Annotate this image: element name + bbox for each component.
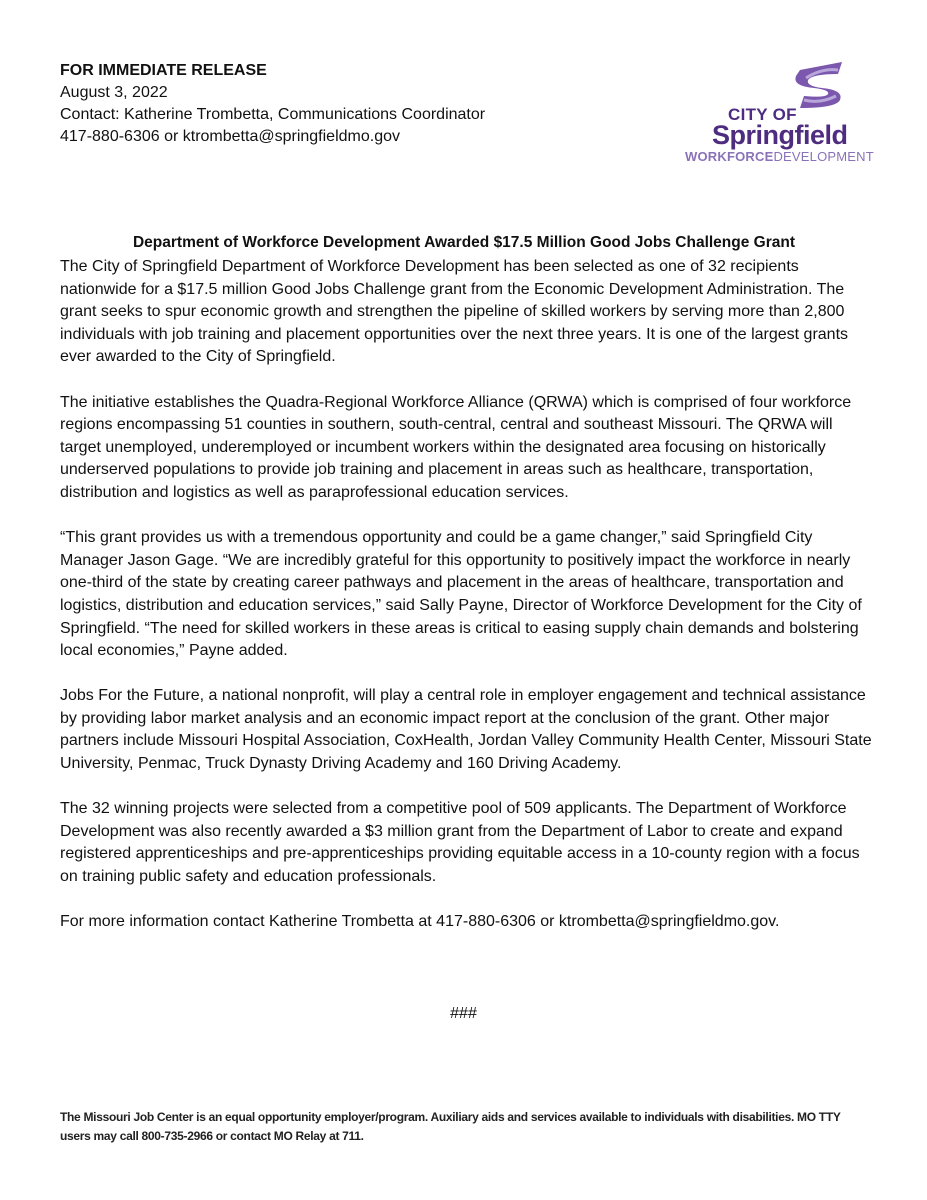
logo-springfield: Springfield	[712, 120, 848, 150]
paragraph: “This grant provides us with a tremendous opportunity and could be a game changer,” said Springfield City Manager Jason Gage. “We are incredibly grateful for this opportunity to positively impact the workforce in nearly one-third of the state by creating career pathways and placement in the areas of healthcare, transportation and logistics, distribution and education services,” said Sally Payne, Director of Workforce Development for the City of Springfield. “The need for skilled workers in these areas is critical to easing supply chain demands and bolstering local economies,” Payne added.	[60, 529, 862, 660]
city-of-springfield-logo	[680, 60, 880, 170]
paragraph: For more information contact Katherine Trombetta at 417-880-6306 or ktrombetta@springfieldmo.gov.	[60, 913, 780, 931]
paragraph: The initiative establishes the Quadra-Regional Workforce Alliance (QRWA) which is comprised of four workforce regions encompassing 51 counties in southern, south-central, central and southeast Missouri. The QRWA will target unemployed, underemployed or incumbent workers within the designated area focusing on historically underserved populations to provide job training and placement in areas such as healthcare, transportation, distribution and logistics as well as paraprofessional education services.	[60, 393, 852, 501]
footer-disclaimer: The Missouri Job Center is an equal opportunity employer/program. Auxiliary aids and services available to individuals with disabilities. MO TTY users may call 800-735-2966 or contact MO Relay at 711.	[60, 1110, 841, 1143]
logo-city-of: CITY OF	[728, 105, 797, 124]
springfield-s-logo-icon	[792, 60, 850, 110]
paragraph: The City of Springfield Department of Workforce Development has been selected as one of 32 recipients nationwide for a $17.5 million Good Jobs Challenge grant from the Economic Development Administration. The grant seeks to spur economic growth and strengthen the pipeline of skilled workers by serving more than 2,800 individuals with job training and placement opportunities over the next three years. It is one of the largest grants ever awarded to the City of Springfield.	[60, 258, 849, 366]
release-header	[60, 60, 485, 148]
logo-development: DEVELOPMENT	[773, 149, 874, 164]
logo-workforce: WORKFORCE	[685, 149, 774, 164]
contact-line: Contact: Katherine Trombetta, Communications Coordinator	[60, 106, 486, 123]
article-body	[60, 256, 872, 956]
paragraph: Jobs For the Future, a national nonprofit, will play a central role in employer engagement and technical assistance by providing labor market analysis and an economic impact report at the conclusion of the grant. Other major partners include Missouri Hospital Association, CoxHealth, Jordan Valley Community Health Center, Missouri State University, Penmac, Truck Dynasty Driving Academy and 160 Driving Academy.	[60, 687, 872, 773]
release-label: FOR IMMEDIATE RELEASE	[60, 62, 267, 79]
logo-workforce-development	[685, 150, 874, 164]
end-mark: ###	[450, 1005, 477, 1022]
contact-phone-email: 417-880-6306 or ktrombetta@springfieldmo.gov	[60, 128, 400, 145]
paragraph: The 32 winning projects were selected from a competitive pool of 509 applicants. The Department of Workforce Development was also recently awarded a $3 million grant from the Department of Labor to create and expand registered apprenticeships and pre-apprenticeships providing equitable access in a 10-county region with a focus on training public safety and education professionals.	[60, 800, 860, 886]
release-date: August 3, 2022	[60, 84, 168, 101]
headline: Department of Workforce Development Awarded $17.5 Million Good Jobs Challenge Grant	[132, 234, 796, 251]
